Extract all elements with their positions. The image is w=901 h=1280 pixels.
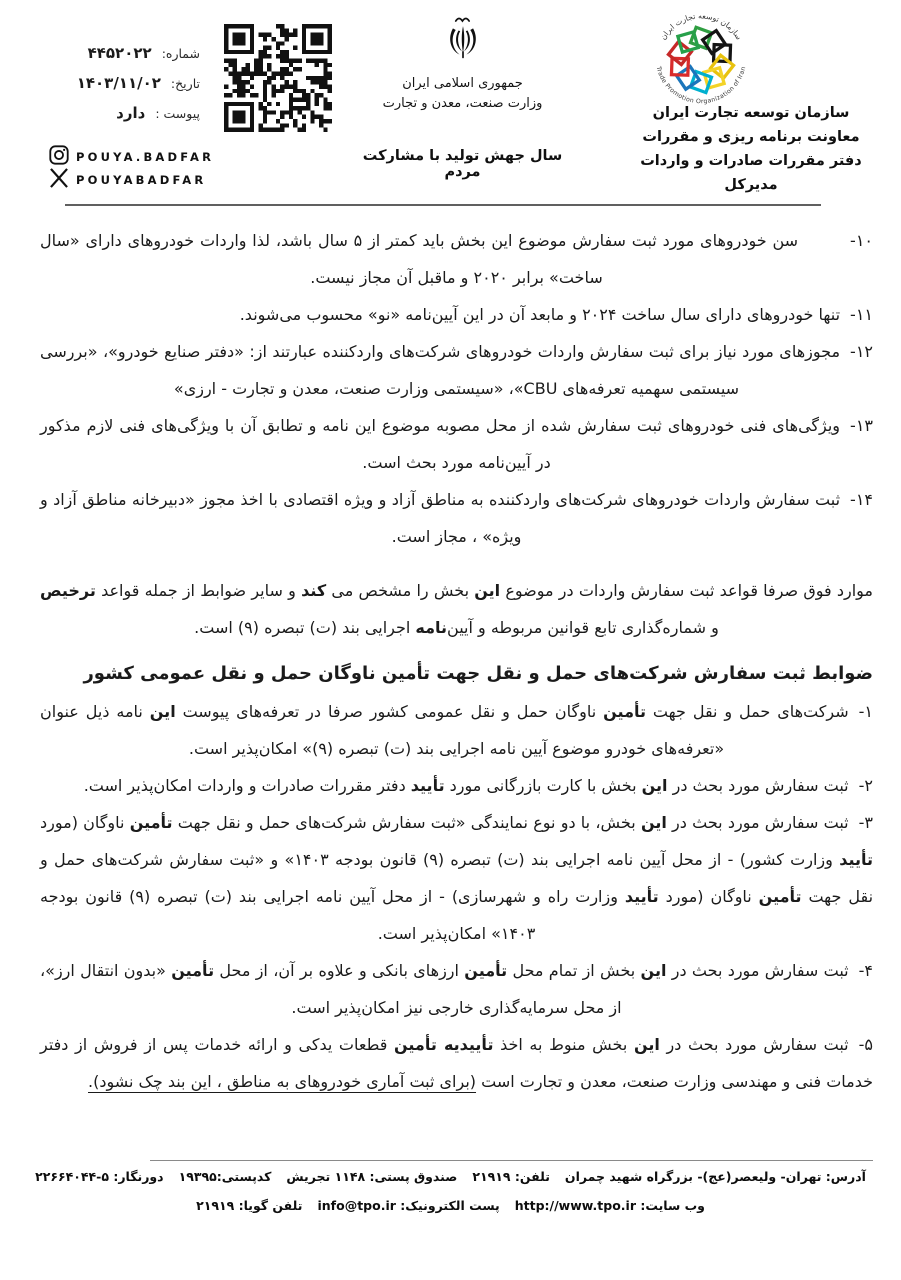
text-segment: شرکت‌های حمل و نقل جهت [646, 702, 849, 721]
text-segment: سن خودروهای مورد ثبت سفارش موضوع این بخش باید کمتر از ۵ سال باشد، لذا واردات خودروهای دارای «سال ساخت» برابر ۲۰۲۰ و ماقبل آن مجاز نیست. [40, 231, 799, 287]
footer-fax: دورنگار: ۵-۲۲۶۶۴۰۴۴ [35, 1169, 164, 1184]
item-text [40, 490, 840, 546]
footer-website: وب سایت: http://www.tpo.ir [514, 1198, 705, 1213]
organization-block [610, 101, 892, 197]
item-number: ۱۱- [850, 305, 873, 324]
date-label: تاریخ: [170, 76, 200, 91]
item-number: ۲- [858, 776, 873, 795]
item-text [40, 416, 840, 472]
org-role: مدیرکل [724, 177, 778, 193]
item-number: ۱۲- [850, 342, 873, 361]
item-text [40, 813, 873, 943]
numbered-item [40, 481, 873, 555]
item-text [40, 961, 849, 1017]
text-segment: تأیید [839, 850, 874, 869]
text-segment: نامه ذیل عنوان «تعرفه‌های خودرو موضوع آیین نامه اجرایی بند (ت) تبصره (۹)» امکان‌پذیر است. [40, 702, 725, 758]
numbered-item [40, 952, 873, 1026]
text-segment: نامه [415, 618, 448, 637]
text-segment: موارد فوق صرفا قواعد ثبت سفارش واردات در موضوع [500, 581, 873, 600]
text-segment: کند [301, 581, 327, 600]
republic-caption: جمهوری اسلامی ایران [402, 76, 523, 91]
number-value: ۴۴۵۲۰۲۲ [87, 44, 152, 62]
text-segment: تأیید [624, 887, 659, 906]
qr-code [224, 22, 332, 134]
letter-meta-block [50, 44, 200, 134]
text-segment: تأمین [129, 813, 173, 832]
text-segment: تنها خودروهای دارای سال ساخت ۲۰۲۴ و مابعد آن در این آیین‌نامه «نو» محسوب می‌شوند. [239, 305, 841, 324]
closing-paragraph [40, 572, 873, 646]
item-text [40, 231, 798, 287]
numbered-item [40, 767, 873, 804]
item-text [84, 776, 849, 795]
text-segment: ثبت سفارش واردات خودروهای شرکت‌های واردکننده به مناطق آزاد و ویژه اقتصادی با اخذ مجوز «دبیرخانه مناطق آزاد و ویژه» ، مجاز است. [40, 490, 841, 546]
numbered-item [40, 222, 873, 296]
text-segment: ثبت سفارش مورد بحث در [659, 1035, 849, 1054]
text-segment: تأمین [171, 961, 215, 980]
text-segment: وزارت کشور) - از محل آیین نامه اجرایی بند (ت) تبصره (۹) قانون بودجه ۱۴۰۳» و «ثبت سفارش شرکت‌های حمل و نقل جهت [40, 850, 874, 906]
iran-emblem-icon [434, 16, 492, 72]
org-office: دفتر مقررات صادرات و واردات [640, 153, 862, 169]
ministry-caption: وزارت صنعت، معدن و تجارت [382, 96, 543, 111]
text-segment: مجوزهای مورد نیاز برای ثبت سفارش واردات خودروهای شرکت‌های واردکننده عبارتند از: «دفتر صنایع خودرو»، «بررسی سیستمی سهمیه تعرفه‌های CBU»، «سیستمی وزارت صنعت، معدن و تجارت - ارزی» [40, 342, 841, 398]
numbered-item [40, 693, 873, 767]
text-segment: این [641, 776, 668, 795]
item-number: ۱- [858, 702, 874, 721]
qr-code-image [224, 22, 332, 134]
text-segment: ثبت سفارش مورد بحث در [667, 776, 849, 795]
footer-pobox: صندوق پستی: ۱۱۴۸ تجریش [286, 1169, 458, 1184]
text-segment: تأمین [464, 961, 508, 980]
text-segment: بخش با کارت بازرگانی مورد [444, 776, 642, 795]
item-text [40, 1035, 873, 1091]
text-segment: ثبت سفارش مورد بحث در [666, 813, 849, 832]
item-number: ۳- [858, 813, 873, 832]
text-segment: این [640, 813, 667, 832]
section-heading: ضوابط ثبت سفارش شرکت‌های حمل و نقل جهت تأمین ناوگان حمل و نقل عمومی کشور [83, 663, 873, 684]
x-handle: POUYABADFAR [76, 173, 207, 187]
x-icon [48, 167, 70, 193]
text-segment: (برای ثبت آماری خودروهای به مناطق ، این بند چک نشود). [88, 1072, 477, 1091]
footer-divider [150, 1160, 873, 1161]
text-segment: تأییدیه تأمین [393, 1035, 494, 1054]
footer-phone: تلفن: ۲۱۹۱۹ [472, 1169, 550, 1184]
item-number: ۴- [858, 961, 874, 980]
text-segment: بخش منوط به اخذ [493, 1035, 634, 1054]
numbered-item [40, 296, 873, 333]
text-segment: ناوگان حمل و نقل عمومی کشور صرفا در تعرفه‌های پیوست [175, 702, 604, 721]
text-segment: ثبت سفارش مورد بحث در [666, 961, 849, 980]
text-segment: «بدون انتقال ارز»، از محل سرمایه‌گذاری خارجی نیز امکان‌پذیر است. [40, 961, 622, 1017]
item-text [40, 342, 840, 398]
item-number: ۱۳- [850, 416, 873, 435]
text-segment: ناوگان (مورد [658, 887, 759, 906]
text-segment: وزارت راه و شهرسازی) - از محل آیین نامه اجرایی بند (ت) تبصره (۹) قانون بودجه ۱۴۰۳» امکان‌پذیر است. [40, 887, 625, 943]
text-segment: و سایر ضوابط از جمله قواعد [95, 581, 302, 600]
footer-contact-line [0, 1169, 901, 1184]
text-segment: تأمین [758, 887, 802, 906]
text-segment: این [149, 702, 176, 721]
ministry-block [355, 14, 570, 180]
items-1-5 [40, 693, 873, 1100]
footer-address: آدرس: تهران- ولیعصر(عج)- بزرگراه شهید چمران [564, 1169, 866, 1184]
footer-postalcode: کدپستی:۱۹۳۹۵ [178, 1169, 272, 1184]
text-segment: بخش از تمام محل [507, 961, 641, 980]
text-segment: این [633, 1035, 660, 1054]
item-number: ۵- [858, 1035, 873, 1054]
tpo-logo [642, 6, 760, 106]
footer-web-line [0, 1198, 901, 1213]
instagram-handle: POUYA.BADFAR [76, 150, 215, 164]
text-segment: این [640, 961, 667, 980]
numbered-item [40, 407, 873, 481]
header-divider [65, 204, 821, 206]
footer-voicephone: تلفن گویا: ۲۱۹۱۹ [196, 1198, 303, 1213]
items-10-14 [40, 222, 873, 555]
year-slogan: سال جهش تولید با مشارکت مردم [362, 148, 563, 180]
attachment-label: پیوست : [155, 106, 200, 121]
text-segment: بخش، با دو نوع نمایندگی «ثبت سفارش شرکت‌های حمل و نقل جهت [172, 813, 641, 832]
text-segment: اجرایی بند (ت) تبصره (۹) است. [194, 618, 416, 637]
letter-number-row [50, 44, 200, 62]
text-segment: این [474, 581, 501, 600]
svg-text:سازمان توسعه تجارت ایران: سازمان توسعه تجارت ایران [658, 11, 744, 42]
text-segment: و شماره‌گذاری تابع قوانین مربوطه و آیین‌ [447, 618, 719, 637]
letter-date-row [50, 74, 200, 92]
attachment-value: دارد [116, 104, 146, 122]
text-segment: تأمین [603, 702, 646, 721]
number-label: شماره: [161, 46, 200, 61]
footer-email: پست الکترونیک: info@tpo.ir [317, 1198, 500, 1213]
text-segment: ناوگان (مورد [40, 813, 130, 832]
text-segment: ویژگی‌های فنی خودروهای ثبت سفارش شده از محل مصوبه موضوع این نامه و تطابق آن با ویژگی‌های فنی لازم مذکور در آیین‌نامه مورد بحث است. [40, 416, 841, 472]
svg-text:Trade Promotion Organization o: Trade Promotion Organization of Iran [654, 65, 748, 106]
letter-body [40, 222, 873, 1100]
numbered-item [40, 333, 873, 407]
text-segment: دفتر مقررات صادرات و واردات امکان‌پذیر است. [83, 776, 411, 795]
social-handles [48, 146, 278, 192]
tpo-logo-image [642, 6, 760, 110]
item-text [40, 702, 849, 758]
numbered-item [40, 1026, 873, 1100]
org-deputy: معاونت برنامه ریزی و مقررات [642, 129, 860, 145]
text-segment: ترخیص [40, 581, 96, 600]
item-number: ۱۰- [850, 231, 873, 250]
org-name: سازمان توسعه تجارت ایران [652, 105, 850, 121]
item-text [240, 305, 840, 324]
date-value: ۱۴۰۳/۱۱/۰۲ [76, 74, 161, 92]
letter-attachment-row [50, 104, 200, 122]
instagram-row [48, 146, 278, 168]
text-segment: بخش را مشخص می [326, 581, 475, 600]
text-segment: ارزهای بانکی و علاوه بر آن، از محل [214, 961, 465, 980]
text-segment: قطعات یدکی و ارائه خدمات پس از فروش از دفتر خدمات فنی و مهندسی وزارت صنعت، معدن و تجارت است [40, 1035, 873, 1091]
item-number: ۱۴- [850, 490, 873, 509]
x-row [48, 169, 278, 191]
text-segment: تأیید [410, 776, 445, 795]
numbered-item [40, 804, 873, 952]
